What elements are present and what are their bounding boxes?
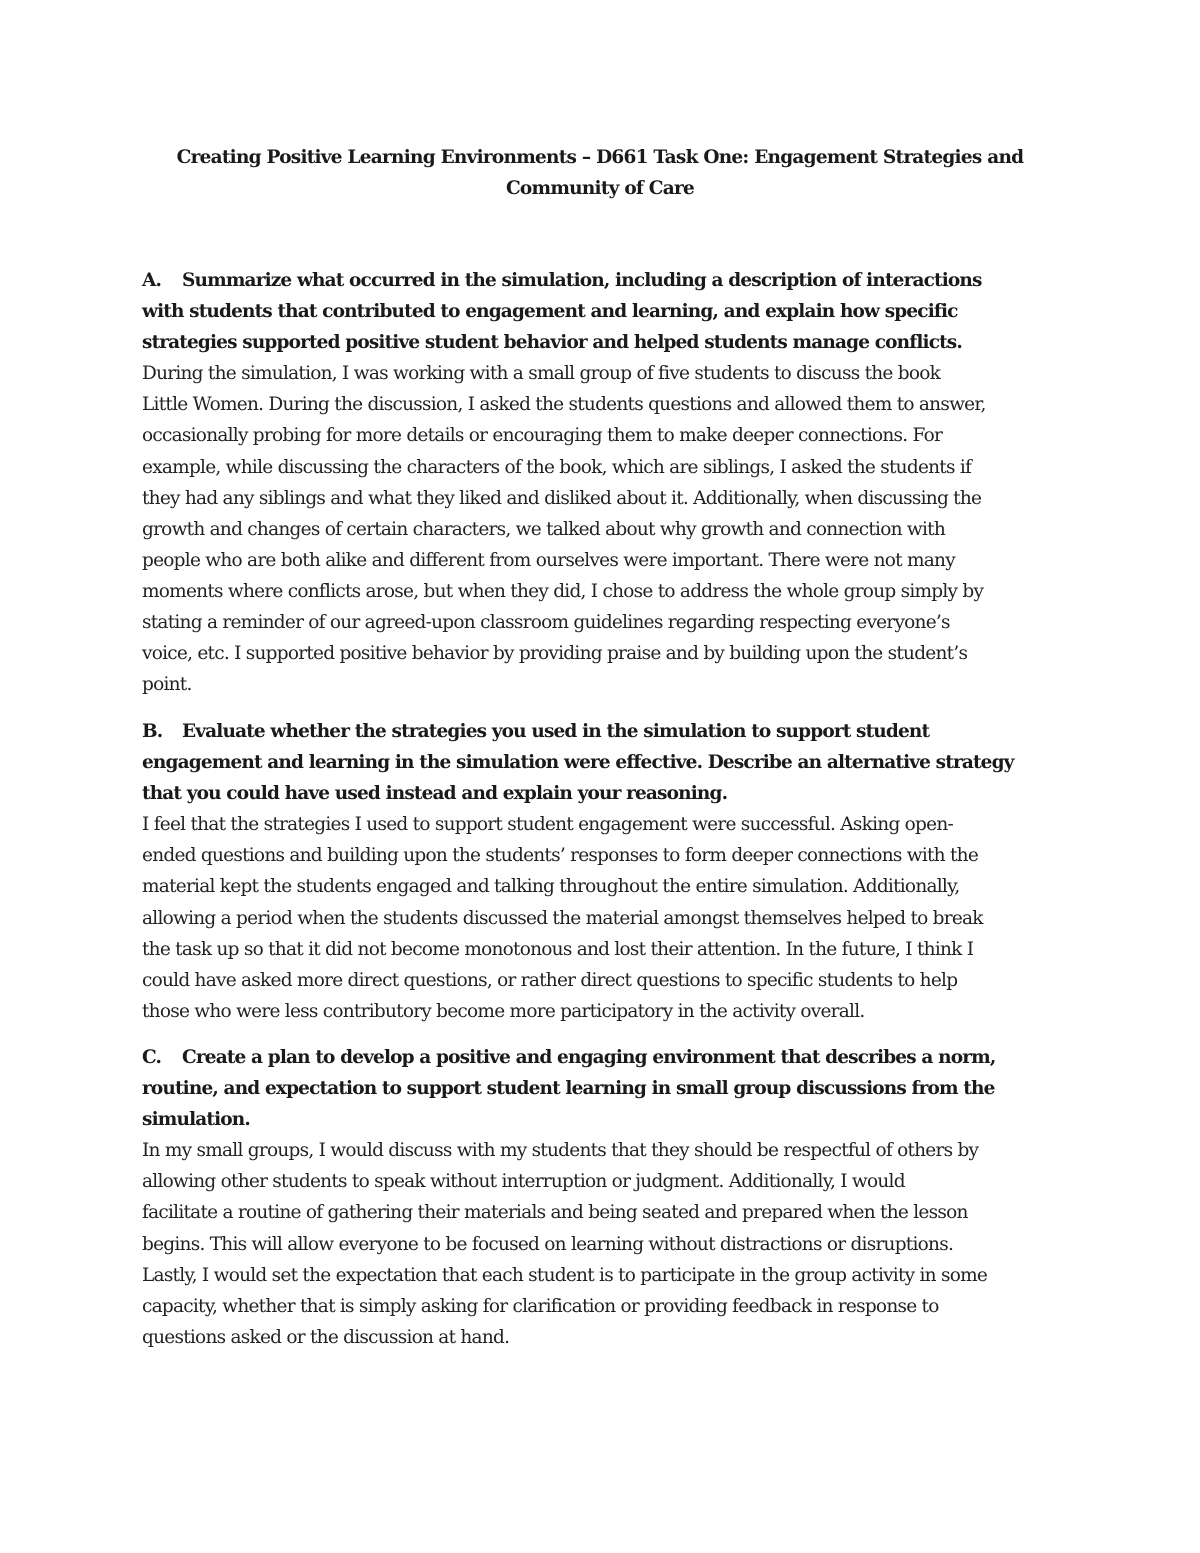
section-marker: C. — [142, 1047, 162, 1068]
response-line: growth and changes of certain characters, we talked about why growth and connection with — [142, 518, 945, 540]
section-b-prompt — [142, 716, 1072, 809]
response-line: I feel that the strategies I used to support student engagement were successful. Asking open- — [142, 814, 954, 836]
response-line: those who were less contributory become more participatory in the activity overall. — [142, 1000, 865, 1022]
response-line: people who are both alike and different from ourselves were important. There were not many — [142, 549, 955, 571]
response-line: Lastly, I would set the expectation that each student is to participate in the group activity in some — [142, 1264, 988, 1286]
section-c — [142, 1042, 1072, 1353]
title-line: Community of Care — [505, 178, 695, 200]
response-line: During the simulation, I was working with a small group of five students to discuss the book — [142, 363, 941, 385]
response-line: could have asked more direct questions, or rather direct questions to specific students to help — [142, 969, 958, 991]
document-title — [100, 142, 1100, 204]
response-line: capacity, whether that is simply asking for clarification or providing feedback in response to — [142, 1295, 939, 1317]
response-line: the task up so that it did not become monotonous and lost their attention. In the future, I think I — [142, 938, 974, 960]
title-line: Creating Positive Learning Environments – D661 Task One: Engagement Strategies and — [176, 147, 1024, 168]
response-line: Little Women. During the discussion, I asked the students questions and allowed them to answer, — [142, 394, 986, 416]
response-line: allowing other students to speak without interruption or judgment. Additionally, I would — [142, 1171, 905, 1193]
prompt-line: with students that contributed to engagement and learning, and explain how specific — [142, 301, 958, 323]
prompt-line: engagement and learning in the simulation were effective. Describe an alternative strategy — [142, 752, 1014, 774]
section-a-response — [142, 358, 1072, 700]
section-b — [142, 716, 1072, 1027]
section-c-response — [142, 1135, 1072, 1353]
response-line: example, while discussing the characters of the book, which are siblings, I asked the students if — [142, 456, 972, 478]
response-line: voice, etc. I supported positive behavior by providing praise and by building upon the student’s — [142, 643, 968, 665]
response-line: they had any siblings and what they liked and disliked about it. Additionally, when discussing the — [142, 487, 982, 509]
response-line: material kept the students engaged and talking throughout the entire simulation. Additionally, — [142, 876, 960, 898]
prompt-line: strategies supported positive student behavior and helped students manage conflicts. — [142, 332, 962, 354]
response-line: facilitate a routine of gathering their materials and being seated and prepared when the lesson — [142, 1202, 968, 1224]
section-marker: A. — [142, 270, 162, 291]
section-marker: B. — [142, 721, 163, 742]
prompt-line: that you could have used instead and explain your reasoning. — [142, 783, 728, 805]
section-a-prompt — [142, 265, 1072, 358]
response-line: ended questions and building upon the students’ responses to form deeper connections with the — [142, 845, 979, 867]
prompt-line: routine, and expectation to support student learning in small group discussions from the — [142, 1078, 995, 1100]
prompt-line: A. Summarize what occurred in the simulation, including a description of interactions — [142, 265, 1072, 296]
response-line: point. — [142, 674, 192, 696]
response-line: moments where conflicts arose, but when they did, I chose to address the whole group simply by — [142, 580, 984, 602]
prompt-line: B. Evaluate whether the strategies you used in the simulation to support student — [142, 716, 1072, 747]
response-line: begins. This will allow everyone to be focused on learning without distractions or disruptions. — [142, 1233, 954, 1255]
response-line: questions asked or the discussion at hand. — [142, 1326, 510, 1348]
response-line: stating a reminder of our agreed-upon classroom guidelines regarding respecting everyone’s — [142, 612, 950, 634]
section-b-response — [142, 809, 1072, 1027]
response-line: occasionally probing for more details or encouraging them to make deeper connections. For — [142, 425, 943, 447]
response-line: allowing a period when the students discussed the material amongst themselves helped to break — [142, 907, 983, 929]
section-c-prompt — [142, 1042, 1072, 1135]
section-a — [142, 265, 1072, 700]
prompt-line: C. Create a plan to develop a positive and engaging environment that describes a norm, — [142, 1042, 1072, 1073]
response-line: In my small groups, I would discuss with my students that they should be respectful of others by — [142, 1140, 979, 1162]
prompt-line: simulation. — [142, 1109, 250, 1131]
